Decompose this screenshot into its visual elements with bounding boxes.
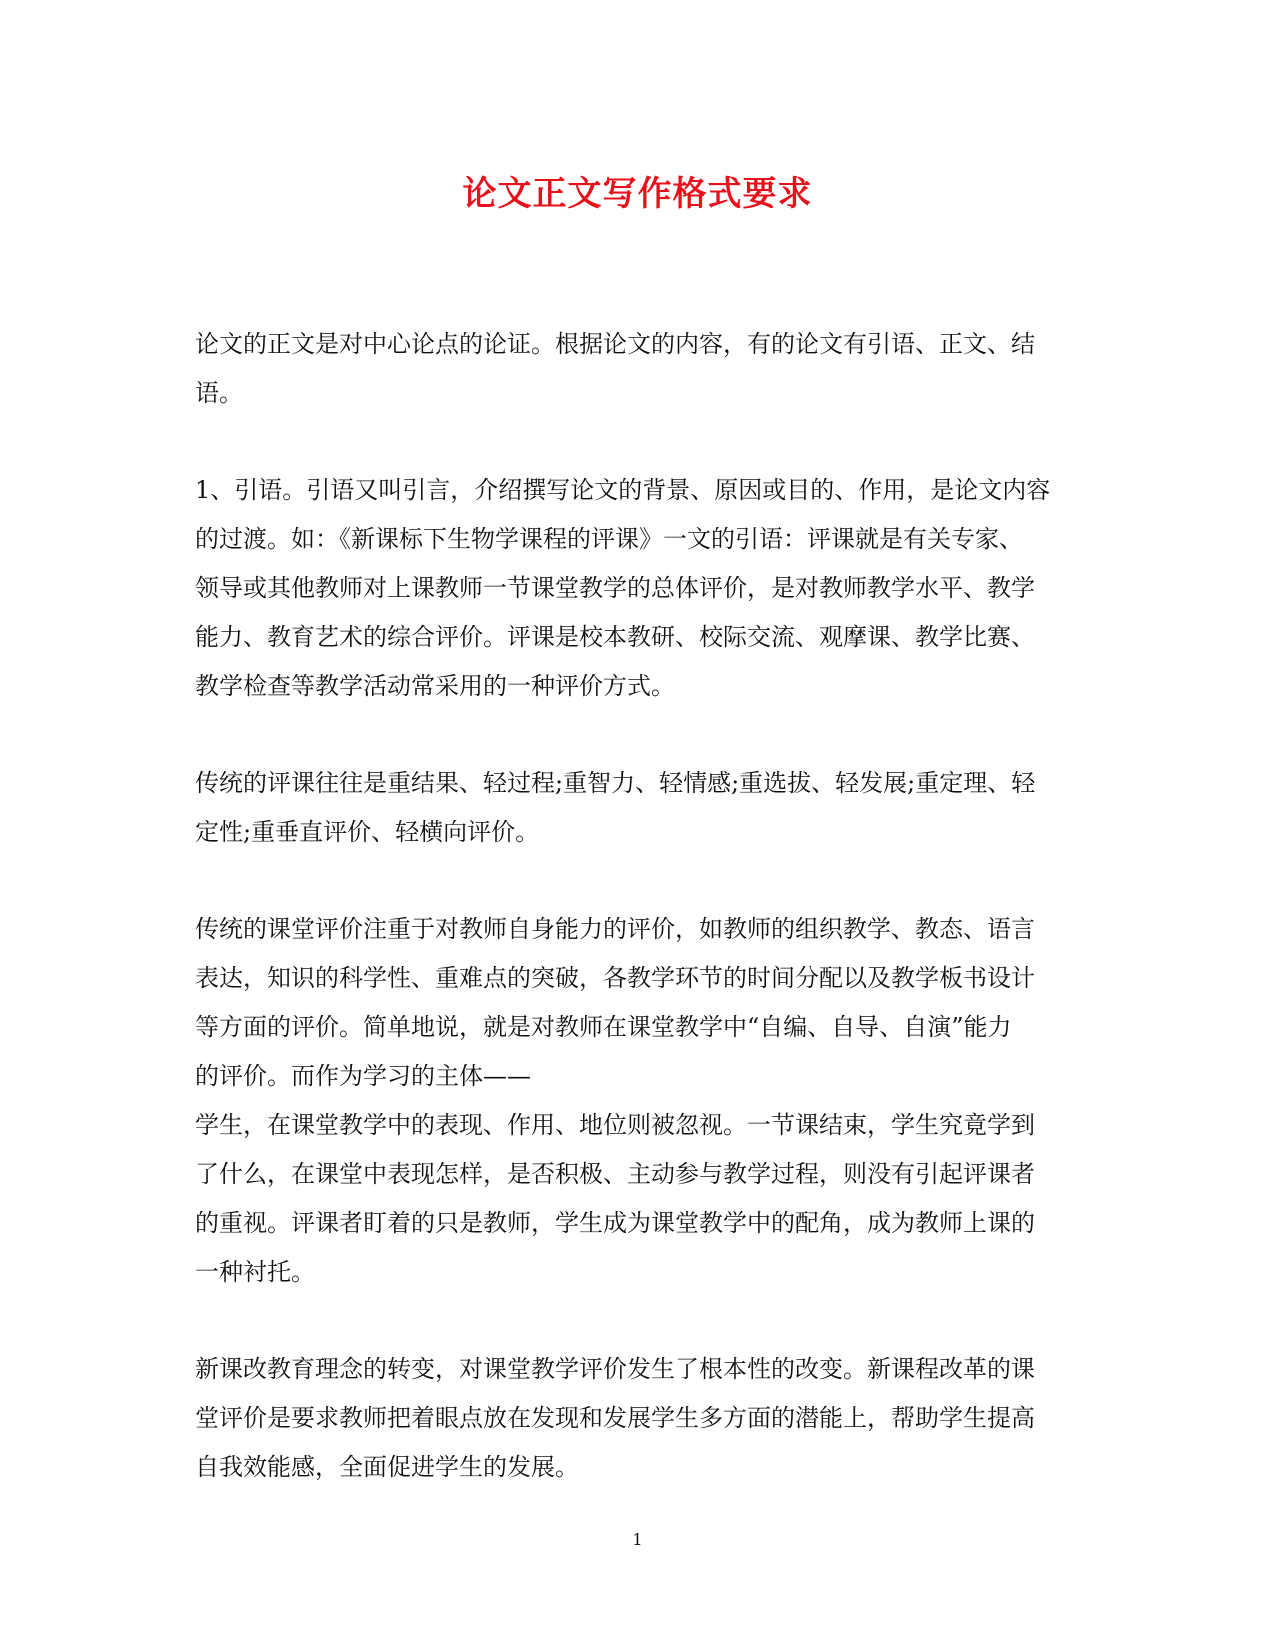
- text-line: 能力、教育艺术的综合评价。评课是校本教研、校际交流、观摩课、教学比赛、: [195, 623, 1035, 651]
- text-line: 一种衬托。: [195, 1258, 315, 1286]
- paragraph-introduction-section: [195, 466, 1085, 711]
- document-body: [195, 320, 1085, 1540]
- paragraph-classroom-evaluation: [195, 905, 1085, 1297]
- page-number: 1: [632, 1530, 643, 1549]
- paragraph-intro: [195, 320, 1085, 418]
- text-line: 1、引语。引语又叫引言，介绍撰写论文的背景、原因或目的、作用，是论文内容: [195, 476, 1051, 504]
- text-line: 自我效能感，全面促进学生的发展。: [195, 1453, 579, 1481]
- text-line: 表达，知识的科学性、重难点的突破，各教学环节的时间分配以及教学板书设计: [195, 964, 1035, 992]
- paragraph-new-curriculum: [195, 1345, 1085, 1492]
- paragraph-traditional-evaluation: [195, 759, 1085, 857]
- text-line: 等方面的评价。简单地说，就是对教师在课堂教学中“自编、自导、自演”能力: [195, 1013, 1012, 1041]
- document-title: 论文正文写作格式要求: [462, 174, 813, 214]
- text-line: 了什么，在课堂中表现怎样，是否积极、主动参与教学过程，则没有引起评课者: [195, 1160, 1035, 1188]
- text-line: 传统的课堂评价注重于对教师自身能力的评价，如教师的组织教学、教态、语言: [195, 915, 1035, 943]
- text-line: 教学检查等教学活动常采用的一种评价方式。: [195, 672, 675, 700]
- text-line: 语。: [195, 379, 243, 407]
- text-line: 学生，在课堂教学中的表现、作用、地位则被忽视。一节课结束，学生究竟学到: [195, 1111, 1035, 1139]
- text-line: 领导或其他教师对上课教师一节课堂教学的总体评价，是对教师教学水平、教学: [195, 574, 1035, 602]
- text-line: 堂评价是要求教师把着眼点放在发现和发展学生多方面的潜能上，帮助学生提高: [195, 1404, 1035, 1432]
- text-line: 新课改教育理念的转变，对课堂教学评价发生了根本性的改变。新课程改革的课: [195, 1355, 1035, 1383]
- text-line: 的重视。评课者盯着的只是教师，学生成为课堂教学中的配角，成为教师上课的: [195, 1209, 1035, 1237]
- text-line: 论文的正文是对中心论点的论证。根据论文的内容，有的论文有引语、正文、结: [195, 330, 1035, 358]
- text-line: 定性;重垂直评价、轻横向评价。: [195, 818, 540, 846]
- text-line: 传统的评课往往是重结果、轻过程;重智力、轻情感;重选拔、轻发展;重定理、轻: [195, 769, 1036, 797]
- text-line: 的评价。而作为学习的主体——: [195, 1062, 531, 1090]
- text-line: 的过渡。如：《新课标下生物学课程的评课》一文的引语：评课就是有关专家、: [195, 525, 1023, 553]
